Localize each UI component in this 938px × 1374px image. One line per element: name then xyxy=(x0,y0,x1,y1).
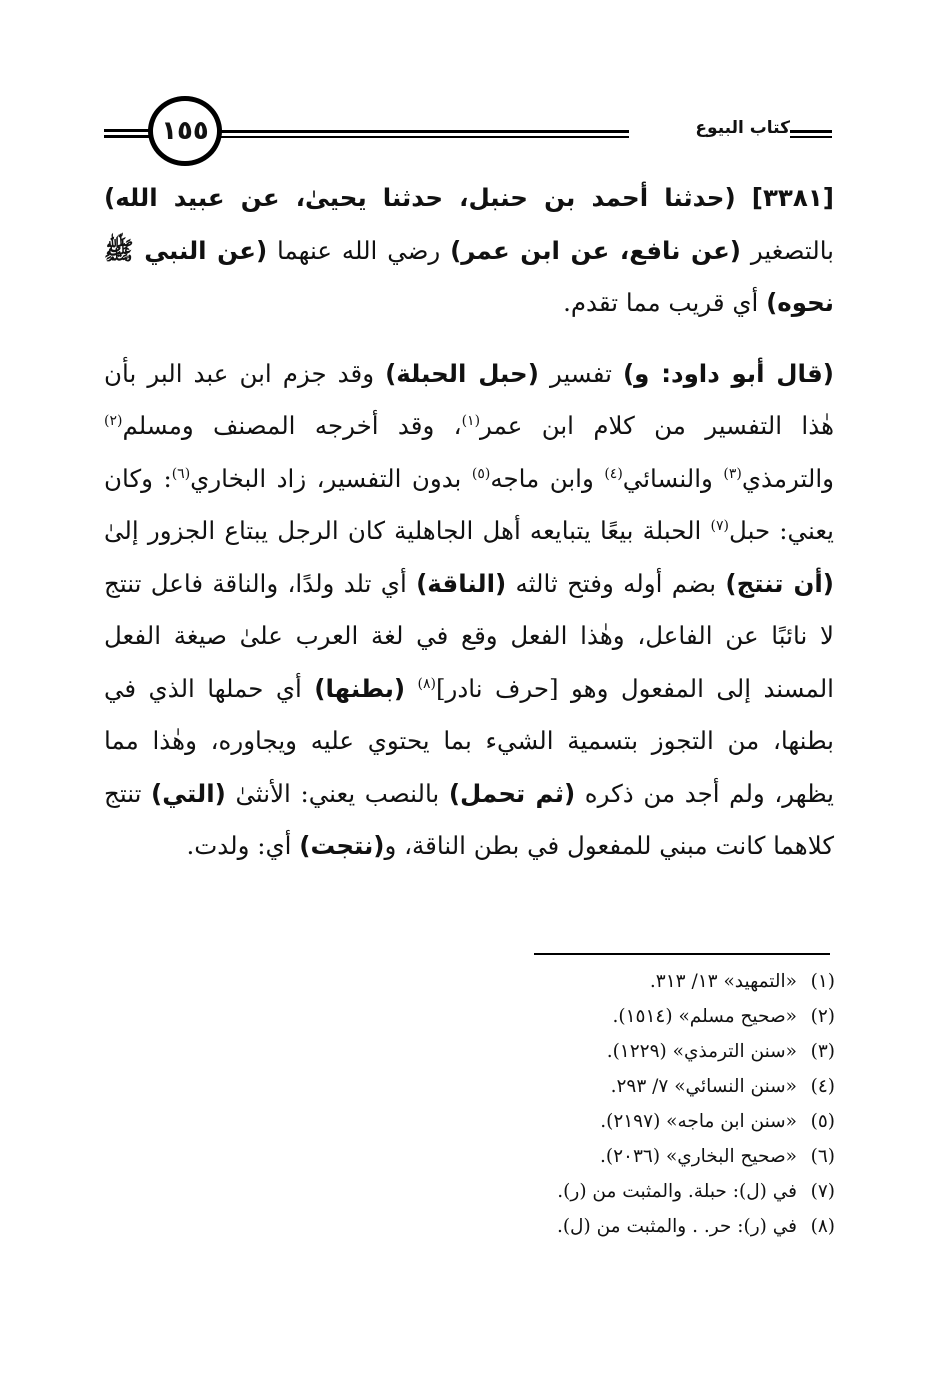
commentary-text: أي تلد ولدًا، والناقة فاعل تنتج لا نائبًا عن الفاعل، وهٰذا الفعل وقع في لغة العرب علىٰ صيغة الفعل المسند إلى المفعول وهو [حرف نادر] xyxy=(104,568,834,703)
footnote-item xyxy=(300,1069,835,1104)
commentary-text: وابن ماجه xyxy=(490,463,605,493)
commentary-text: أي قريب مما تقدم. xyxy=(563,288,767,317)
footnote-text: «سنن ابن ماجه» (٢١٩٧). xyxy=(600,1111,797,1132)
commentary-text: الحبلة بيعًا يتبايعه أهل الجاهلية كان الرجل يبتاع الجزور إلىٰ xyxy=(104,516,711,545)
hadith-text: (الناقة) xyxy=(416,568,507,598)
hadith-text: (قال أبو داود: و) xyxy=(622,358,834,388)
header-rule xyxy=(214,130,629,133)
footnote-number: (٨) xyxy=(810,1216,835,1237)
footnote-text: «التمهيد» ١٣/ ٣١٣. xyxy=(649,971,797,992)
commentary-text: رضي الله عنهما xyxy=(267,235,451,265)
book-title: كتاب البيوع xyxy=(695,118,790,138)
commentary-text: والنسائي xyxy=(622,463,724,493)
footnote-ref[interactable]: (٢) xyxy=(104,412,123,429)
commentary-text: بدون التفسير، زاد البخاري xyxy=(190,463,472,493)
hadith-paragraph xyxy=(104,172,834,330)
header-rule xyxy=(214,136,629,138)
footnote-text: «صحيح البخاري» (٢٠٣٦). xyxy=(599,1146,797,1167)
hadith-text: (بطنها) xyxy=(314,673,406,703)
footnote-item xyxy=(300,999,835,1034)
hadith-text: (التي) xyxy=(151,778,226,808)
footnote-text: «سنن النسائي» ٧/ ٢٩٣. xyxy=(610,1076,797,1097)
footnote-separator xyxy=(534,953,830,955)
footnote-item xyxy=(300,964,835,999)
footnote-item xyxy=(300,1104,835,1139)
footnote-text: «صحيح مسلم» (١٥١٤). xyxy=(612,1006,797,1027)
footnote-ref[interactable]: (١) xyxy=(461,412,481,429)
footnote-ref[interactable]: (٤) xyxy=(604,465,623,482)
commentary-text: وقد جزم ابن عبد البر بأن هٰذا التفسير من كلام ابن عمر xyxy=(104,358,834,440)
commentary-paragraph xyxy=(104,348,834,873)
footnote-item xyxy=(300,1174,835,1209)
page-number: ١٥٥ xyxy=(148,96,222,166)
main-text xyxy=(104,172,834,873)
footnote-ref[interactable]: (٦) xyxy=(171,465,191,482)
commentary-text: تنتج كلاهما كانت مبني للمفعول في بطن الناقة، و xyxy=(104,778,834,860)
footnote-number: (٤) xyxy=(810,1076,835,1097)
footnote-text: في (ر): حر. . والمثبت من (ل). xyxy=(556,1216,797,1237)
footnote-number: (٧) xyxy=(810,1181,835,1202)
footnote-item xyxy=(300,1209,835,1244)
commentary-text xyxy=(405,674,417,703)
footnote-list xyxy=(300,964,835,1244)
footnote-number: (٢) xyxy=(810,1006,835,1027)
footnote-ref[interactable]: (٥) xyxy=(471,465,491,482)
footnote-ref[interactable]: (٨) xyxy=(417,675,436,692)
commentary-text: تفسير xyxy=(538,358,623,388)
commentary-text: بالنصب يعني: الأنثىٰ xyxy=(225,778,449,808)
hadith-text: (عن النبي ﷺ نحوه) xyxy=(104,235,834,317)
hadith-text: (نتجت) xyxy=(299,831,385,860)
footnote-text: في (ل): حبلة. والمثبت من (ر). xyxy=(557,1181,797,1202)
commentary-text: أي حملها الذي في بطنها، من التجوز بتسمية الشيء بما يحتوي عليه ويجاوره، وهٰذا مما يظهر، ولم أجد من ذكره xyxy=(104,673,834,808)
commentary-text: بضم أوله وفتح ثالثه xyxy=(506,568,726,598)
footnote-item xyxy=(300,1139,835,1174)
page-header xyxy=(0,0,938,170)
commentary-text: ، وقد أخرجه المصنف ومسلم xyxy=(122,411,462,440)
footnote-item xyxy=(300,1034,835,1069)
footnote-ref[interactable]: (٧) xyxy=(710,517,730,534)
footnote-text: «سنن الترمذي» (١٢٢٩). xyxy=(606,1041,797,1062)
hadith-text: (عن نافع، عن ابن عمر) xyxy=(450,235,741,265)
commentary-text: أي: ولدت. xyxy=(186,831,300,860)
commentary-text: والترمذي xyxy=(741,463,834,493)
hadith-text: (حبل الحبلة) xyxy=(385,358,539,388)
footnote-number: (١) xyxy=(810,971,835,992)
header-rule xyxy=(790,130,832,133)
commentary-text: : وكان يعني: حبل xyxy=(104,463,834,545)
footnote-number: (٥) xyxy=(810,1111,835,1132)
footnote-number: (٦) xyxy=(810,1146,835,1167)
footnote-ref[interactable]: (٣) xyxy=(723,465,742,482)
commentary-text: بالتصغير xyxy=(741,235,834,265)
hadith-isnad: [٣٣٨١] (حدثنا أحمد بن حنبل، حدثنا يحيىٰ، عن عبيد الله) xyxy=(104,183,834,212)
footnote-number: (٣) xyxy=(810,1041,835,1062)
hadith-text: (أن تنتج) xyxy=(725,568,835,598)
hadith-text: (ثم تحمل) xyxy=(448,778,576,808)
header-rule xyxy=(790,136,832,138)
